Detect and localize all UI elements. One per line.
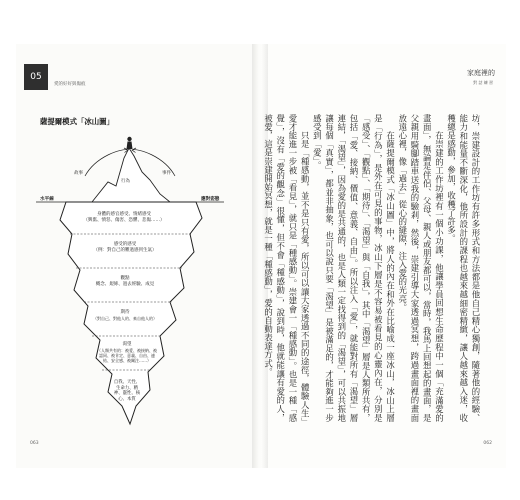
layer-feelings	[74, 212, 174, 223]
chapter-title: 愛的好好與傷痕	[54, 82, 86, 87]
label-behavior: 行為	[121, 179, 130, 184]
coping-stance-label: 應對姿態	[201, 197, 220, 202]
body-paragraph: 在薩提爾模式「冰山圖」中，將人的內在和外在比喻成一座冰山，冰山上層是「行為」，是外在可見的事物，冰山下層是不容易被看見的心靈內在，分別是「感受」、「觀點」、「期待」、「渴望」與「自我」，其中「渴望」層是人類所共有，包括「愛、接納、價值、意義、自由」。所以注入「愛」，就能對所有「渴望」層連結，「渴望」，因為愛的是共通的，也是人類一定找得到的「渴望」，可以共振地讓每個「真實」，都並非抽象，也可以說只要「渴望」是被滿足的，才能夠進一步感受到「愛」。	[312, 114, 396, 422]
layer-detail: 自我、天性、生命力、精神、靈性、核心、本質	[113, 380, 141, 402]
layer-perceptions	[82, 276, 168, 287]
iceberg-tip	[92, 148, 170, 202]
body-paragraph: 在崇建的工作坊裡有一個小功課，他讓學員回想生命歷程中一個「充滿愛的畫面」，無論是伴侶、父母、親人或朋友都可以，當時，我馬上回想起的畫面，是父親用騎腳踏車送我的驗剎，然後，崇建引導大家透過冥想，跨過畫面裡的畫面放遠心裡，像「過去」從心的縫隙，注入愛的光亮。	[397, 114, 445, 422]
body-paragraph: 坊，崇建設計的工作坊有許多形式和方法都是他自己精心獨創，隨著他的經驗、能力和能量不斷深化，他所設計的課程也越來越細密精緻，讓人越來越入迷，收穫總是感動，參加，收穫了許多。	[446, 114, 481, 422]
layer-detail: （例：對自己的難過感到生氣）	[93, 247, 157, 253]
layer-feelings-about-feelings	[80, 242, 170, 253]
layer-detail: 概念、規條、過去經驗、成見	[95, 281, 155, 287]
layer-title: 渴望	[122, 342, 132, 347]
body-text	[262, 114, 482, 422]
layer-expectations	[88, 310, 162, 321]
layer-yearnings	[96, 342, 158, 363]
label-story: 故事	[74, 171, 83, 176]
chapter-number-tab: 05	[24, 64, 48, 90]
layer-title: 感受的感受	[113, 242, 137, 247]
person-on-iceberg-icon	[127, 137, 133, 149]
label-event: 事件	[162, 171, 171, 176]
running-header: 家庭裡的	[467, 69, 495, 77]
figure-title: 薩提爾模式「冰山圖」	[40, 117, 114, 126]
body-paragraph: 只是「種感動，並不是只有愛，所以可以讓大家透過不同的途徑，體驗人生」愛才能進一步被「看見」，就只是「種感動」。崇建會一「種感動」。也是一種「感覺」，沒有「愛的觀念」很懂，但不會「種感動」，說到時，他就能讓有愛的人，被愛，這是崇建開始冥想，就是一種「種感動」，愛的自動表達方式。	[263, 114, 311, 422]
right-page-number: 062	[483, 441, 492, 446]
layer-title: 期待	[120, 310, 130, 315]
layer-detail: （興奮、憤怒、傷害、恐懼、悲傷……）	[83, 217, 165, 223]
layer-self	[112, 380, 142, 402]
layer-detail: （對自己、對他人的、來自他人的）	[93, 315, 157, 321]
left-page-number: 063	[30, 441, 39, 446]
running-subheader: 對 話 練 習	[473, 80, 493, 85]
layer-title: 觀點	[120, 276, 130, 281]
layer-detail: （人類共有的：被愛、被接納、被認同、被肯定、意義、自由、連結、安全感、被關注……）	[97, 347, 157, 363]
layer-title: 身體的感官感受、情緒感受	[97, 212, 151, 217]
water-line-label: 水平線	[40, 197, 54, 202]
